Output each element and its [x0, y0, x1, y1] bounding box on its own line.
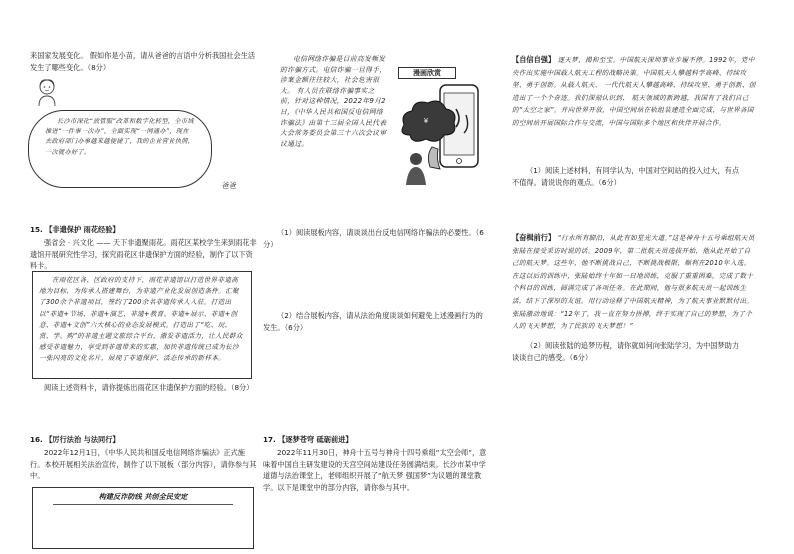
q17-question-2: （2）阅读张陆的追梦历程，请你就如何向张陆学习，为中国梦助力谈谈自己的感受。（6分） [512, 341, 740, 362]
q17-intro: 2022年11月30日，神舟十五号与神舟十四号乘组“太空会师”，意味着中国自主研发建设的天宫空间站建设任务圆满结束。长沙市某中学道德与法治课堂上，老师组织开展了“航天梦 强国梦”为议题的课堂教学。以下是课堂中的部分内容，请你参与其中。 [263, 448, 487, 492]
q16-question-1: （1）阅读展板内容，请谈谈出台反电信网络诈骗法的必要性。（6分） [263, 228, 484, 249]
dad-speech-bubble [28, 110, 212, 188]
q17-question-1: （1）阅读上述材料，有同学认为，中国对空间站的投入过大，有点不值得。请说说你的观点。（6分） [512, 166, 740, 187]
q16-board-divider [53, 504, 233, 505]
svg-text:¥: ¥ [423, 117, 429, 125]
spirit-section [512, 232, 756, 333]
dream-label: 【自信自强】 [512, 55, 556, 64]
q16-heading: 16. 【厉行法治 与法同行】 [30, 435, 120, 444]
q15-question: 阅读上述资料卡，请你提炼出雨花区非遗保护方面的经验。（8分） [44, 383, 254, 392]
spirit-text: “行水所有脚沿，从此有如星光大道。”这是神舟十五号乘组航天员张陆在接受采访时说的话。2009年，第二批航天员选拔开始，他从此开始了自己的航天梦。这些年，他不断挑战自己，不断挑战极限，顺利在2010年入选。在这以后的训练中，张陆始终十年如一日地训练，克服了重重困难，完成了数十个科目的训练，圆满完成了各项任务。在此期间，他与很多航天员一起训练生活，结下了深厚的友谊。用行动诠释了中国航天精神，为了航天事业默默付出。张陆激动地说：“12年了，我一直在努力拼搏，终于实现了自己的梦想，为了个人的飞天梦想，为了民族的飞天梦想！” [512, 234, 755, 331]
q15-resource-card [32, 271, 252, 379]
q17-heading: 17. 【逐梦苍穹 砥砺前进】 [263, 435, 353, 444]
q16-board-title: 构建反诈防线 共创全民安定 [98, 492, 188, 501]
cartoon-illustration [396, 79, 488, 191]
dad-label: 爸爸 [222, 181, 237, 190]
q16-display-board [32, 487, 254, 549]
q16-question-2: （2）结合展板内容，请从法治角度谈谈如何避免上述漫画行为的发生。（6分） [263, 311, 483, 332]
spirit-label: 【奋楫前行】 [512, 233, 556, 242]
q14-intro: 来国家发展变化。 假如你是小苗，请从爸爸的言语中分析我国社会生活发生了哪些变化。（8分） [30, 51, 256, 72]
q15-heading: 15. 【非遗保护 雨花经验】 [30, 225, 120, 234]
dream-section [512, 54, 756, 130]
q16-law-text: 电信网络诈骗是目前高发频发的诈骗方式。电信诈骗一旦得手，涉案金额往往较大，社会危害很大。 有人员在联络诈骗事实之前，针对这种情况，2022年9月2日，《中华人民共和国反电信网络诈骗法》由第十三届全国人民代表大会常务委员会第三十六次会议审议通过。 [280, 55, 387, 148]
cartoon-panel [396, 63, 488, 191]
child-avatar-icon [36, 77, 58, 107]
dream-text: 逐天梦，揭和至宝。中国航天深圳事业步履不停。1992年，党中央作出实施中国载人航天工程的战略决策。中国航天人攀越科学高峰、持续攻坚、勇于创新。从载人航天、 一代代航天人攀越高峰、持续攻坚、勇于创新、创造出了一个个奇迹。我们深刻认识到、 航天领域的新跨越，我国有了我们自己的“太空之家”。并向世界开放，中国空间站在轨组装建造全面完成，与世界各国的空间站开展国际合作与交流，中国与国际多个地区和伙伴开展合作。 [512, 56, 756, 127]
q15-card-text: 在雨花区各、区政府的支持下，雨花非遗馆以打造世界非遗高地为目标，为传承人搭建舞台，为非遗产业化发展创造条件。汇聚了300余个非遗项目，签约了200余名非遗传承人入驻。打造出以“非遗+节场、非遗+演艺、非遗+教育、非遗+展示、非遗+创意、非遗+文创”六大核心的业态发展模式。打造出了“吃、玩、赏、学、购”的非遗主题文旅综合平台，激发非遗活力，让人民群众感受非遗魅力，享受到非遗带来的实惠，加快非遗传统已成为长沙一张闪亮的文化名片，展现了非遗保护、活态传承的新样本。 [39, 276, 243, 363]
q15-intro: 强省会 · 兴文化 —— 天下非遗聚雨花。雨花区某校学生来到雨花非遗馆开展研究性学习，探究雨花区非遗保护方面的经验，制作了以下资料卡。 [30, 238, 257, 271]
q16-intro: 2022年12月1日，《中华人民共和国反电信网络诈骗法》正式施行。本校开展相关法治宣传，制作了以下展板（部分内容），请你参与其中。 [30, 448, 257, 481]
cartoon-title: 漫画欣赏 [398, 67, 456, 79]
dad-quote-text: 长沙市深化“放管服”改革和数字化转型，全市域推进“一件事一次办”，全面实现“一网通办”，现在去政府部门办事越来越便捷了，我的企业营业执照，一次就办好了。 [45, 118, 195, 156]
